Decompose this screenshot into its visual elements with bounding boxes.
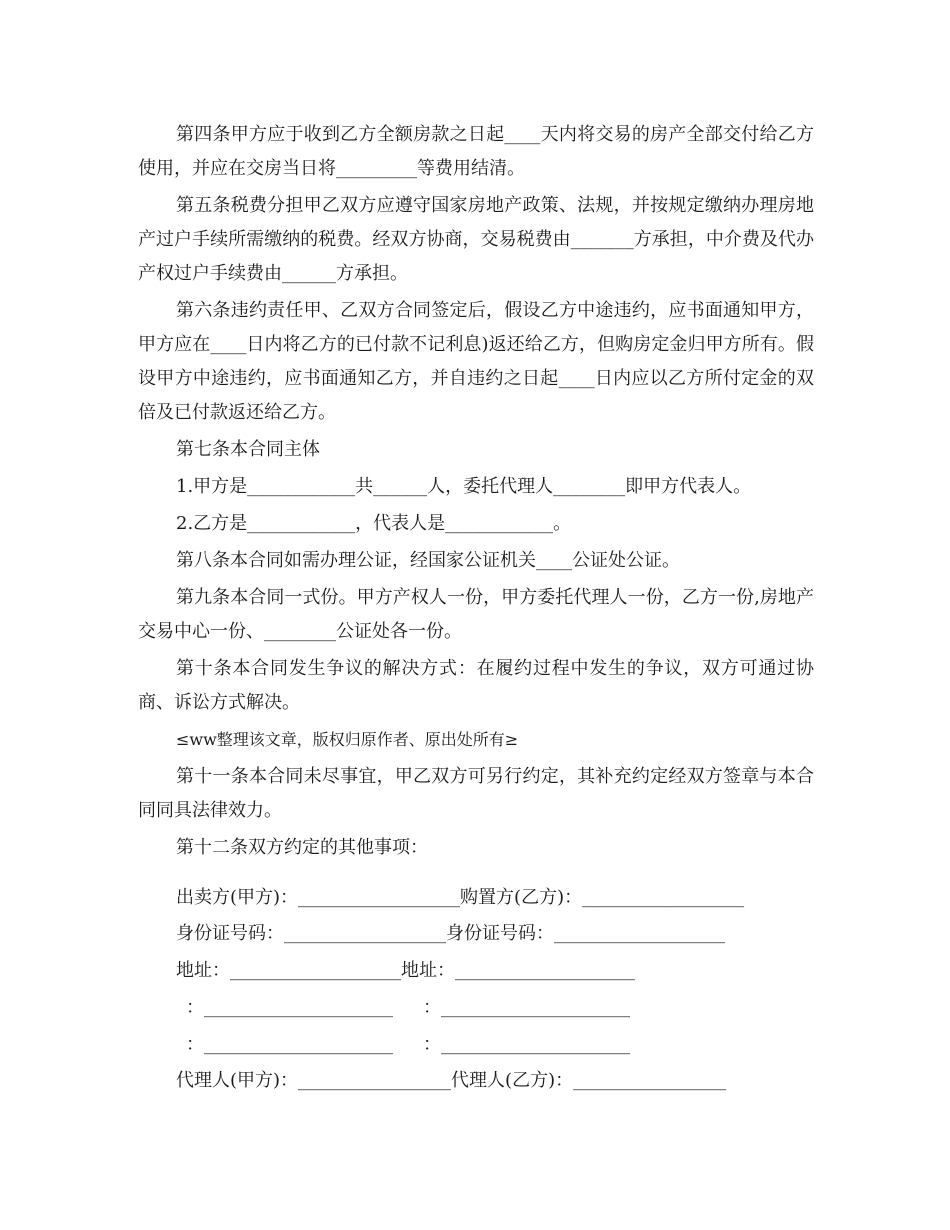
agent-label-b: 代理人(乙方)： [451,1070,574,1091]
clause-7-party-b: 2.乙方是____________，代表人是____________。 [176,513,572,534]
agent-blank-b: _________________ [573,1070,727,1091]
id-blank-b: ___________________ [554,923,725,944]
clause-5: 第五条税费分担甲乙双方应遵守国家房地产政策、法规，并按规定缴纳办理房地产过户手续所需缴纳的税费。经双方协商，交易税费由_______方承担，中介费及代办产权过户手续费由______方承担。 [138,195,814,284]
id-blank-a: __________________ [284,923,446,944]
agent-blank-a: _________________ [298,1070,452,1091]
clause-6: 第六条违约责任甲、乙双方合同签定后，假设乙方中途违约，应书面通知甲方，甲方应在____日内将乙方的已付款不记利息)返还给乙方，但购房定金归甲方所有。假设甲方中途违约，应书面通知乙方，并自违约之日起____日内应以乙方所付定金的双倍及已付款返还给乙方。 [138,300,814,423]
row5-blank-b: _____________________ [441,1034,630,1055]
seller-label: 出卖方(甲方)： [176,887,299,908]
seller-blank: __________________ [298,887,461,908]
clause-7: 第七条本合同主体 [176,439,320,460]
row5-colon-a: ： [186,1034,204,1055]
row4-blank-b: _____________________ [441,997,630,1018]
clause-8: 第八条本合同如需办理公证，经国家公证机关____公证处公证。 [176,550,680,571]
id-label-a: 身份证号码： [176,923,284,944]
clause-4: 第四条甲方应于收到乙方全额房款之日起____天内将交易的房产全部交付给乙方使用，并应在交房当日将_________等费用结清。 [138,124,814,179]
row4-blank-a: _____________________ [204,997,393,1018]
signature-row-id [176,919,725,945]
addr-label-b: 地址： [401,960,455,981]
clause-7-party-a: 1.甲方是____________共______人，委托代理人________即甲方代表人。 [176,476,752,497]
signature-row-blank-2 [186,1030,630,1056]
row4-colon-b: ： [423,997,441,1018]
row4-colon-a: ： [186,997,204,1018]
addr-label-a: 地址： [176,960,230,981]
copyright-notice: ≤ww整理该文章，版权归原作者、原出处所有≥ [176,730,519,749]
buyer-label: 购置方(乙方)： [460,887,583,908]
signature-row-agents [176,1066,726,1092]
addr-blank-b: ____________________ [455,960,635,981]
signature-row-blank-1 [186,993,630,1019]
agent-label-a: 代理人(甲方)： [176,1070,299,1091]
clause-9: 第九条本合同一式份。甲方产权人一份，甲方委托代理人一份，乙方一份,房地产交易中心一份、________公证处各一份。 [138,587,814,642]
clause-11: 第十一条本合同未尽事宜，甲乙双方可另行约定，其补充约定经双方签章与本合同同具法律效力。 [138,766,814,821]
id-label-b: 身份证号码： [446,923,554,944]
contract-body [138,118,814,868]
buyer-blank: __________________ [582,887,745,908]
signature-row-address [176,956,635,982]
signature-row-parties [176,883,744,909]
addr-blank-a: ___________________ [230,960,401,981]
clause-12: 第十二条双方约定的其他事项： [176,837,428,858]
clause-10: 第十条本合同发生争议的解决方式：在履约过程中发生的争议，双方可通过协商、诉讼方式解决。 [138,658,814,713]
row5-colon-b: ： [423,1034,441,1055]
row5-blank-a: _____________________ [204,1034,393,1055]
